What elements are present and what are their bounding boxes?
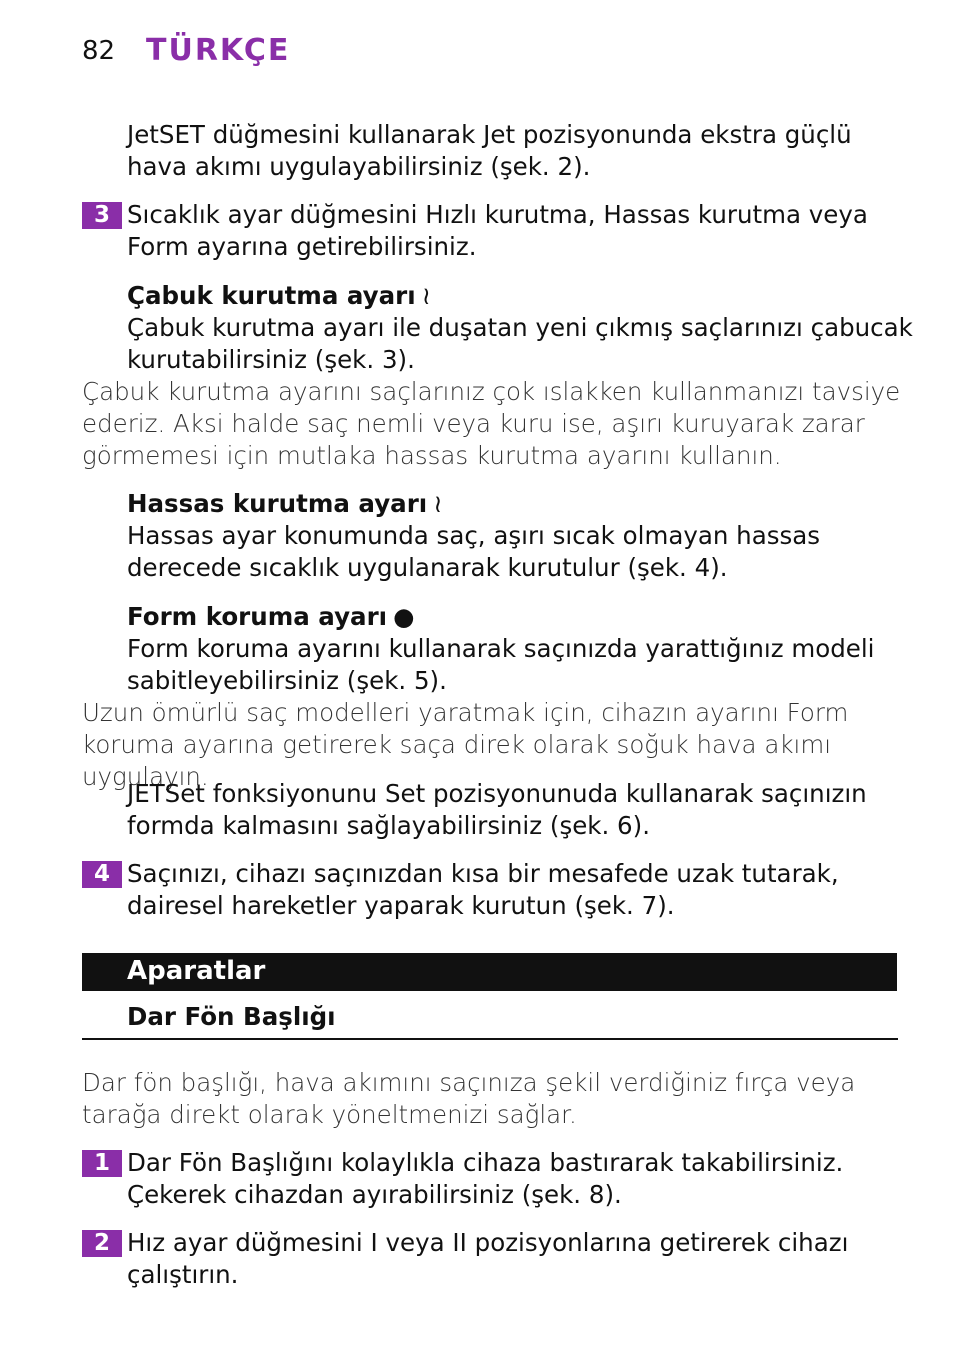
gentle-dry-title: Hassas kurutma ayarı <box>127 489 428 518</box>
language-heading: TÜRKÇE <box>146 33 291 68</box>
form-setting-text: Form koruma ayarını kullanarak saçınızda yarattığınız modeli sabitleyebilirsiniz (şek. 5). <box>127 634 875 695</box>
quick-dry-heading <box>127 280 917 312</box>
step-number-1: 1 <box>82 1150 122 1177</box>
form-setting-heading <box>127 601 917 633</box>
quick-dry-symbol-icon: ≀ <box>421 281 431 310</box>
gentle-dry-symbol-icon: ≀ <box>433 489 443 518</box>
form-setting-title: Form koruma ayarı <box>127 602 388 631</box>
step-2-text: Hız ayar düğmesini I veya II pozisyonlarına getirerek cihazı çalıştırın. <box>127 1228 849 1289</box>
section-header-bar <box>82 953 897 991</box>
step-number-3: 3 <box>82 202 122 229</box>
step-4-text: Saçınızı, cihazı saçınızdan kısa bir mesafede uzak tutarak, dairesel hareketler yaparak kurutun (şek. 7). <box>127 859 839 920</box>
gentle-dry-text: Hassas ayar konumunda saç, aşırı sıcak olmayan hassas derecede sıcaklık uygulanarak kurutulur (şek. 4). <box>127 521 821 582</box>
form-setting-symbol-icon: ● <box>393 602 415 631</box>
gentle-dry-block <box>127 488 917 584</box>
quick-dry-note: Çabuk kurutma ayarını saçlarınız çok ıslakken kullanmanızı tavsiye ederiz. Aksi halde saç nemli veya kuru ise, aşırı kuruyarak zarar görmemesi için mutlaka hassas kurutma ayarını kullanın. <box>82 377 901 470</box>
gentle-dry-heading <box>127 488 917 520</box>
jetset-intro-text: JetSET düğmesini kullanarak Jet pozisyonunda ekstra güçlü hava akımı uygulayabilirsiniz (şek. 2). <box>127 120 852 181</box>
subsection-heading: Dar Fön Başlığı <box>127 1002 336 1031</box>
page-number: 82 <box>82 36 116 66</box>
quick-dry-title: Çabuk kurutma ayarı <box>127 281 416 310</box>
step-3-text: Sıcaklık ayar düğmesini Hızlı kurutma, Hassas kurutma veya Form ayarına getirebilirsiniz. <box>127 200 868 261</box>
form-setting-block <box>127 601 917 697</box>
quick-dry-block <box>127 280 917 376</box>
quick-dry-text: Çabuk kurutma ayarı ile duşatan yeni çıkmış saçlarınızı çabucak kurutabilirsiniz (şek. 3). <box>127 313 913 374</box>
step-number-2: 2 <box>82 1230 122 1257</box>
step-number-4: 4 <box>82 861 122 888</box>
attachment-intro-text: Dar fön başlığı, hava akımını saçınıza şekil verdiğiniz fırça veya tarağa direkt olarak yöneltmenizi sağlar. <box>82 1068 856 1129</box>
jetset-set-text: JETSet fonksiyonunu Set pozisyonunuda kullanarak saçınızın formda kalmasını sağlayabilirsiniz (şek. 6). <box>127 779 867 840</box>
section-title: Aparatlar <box>127 956 266 986</box>
step-1-text: Dar Fön Başlığını kolaylıkla cihaza bastırarak takabilirsiniz. Çekerek cihazdan ayırabilirsiniz (şek. 8). <box>127 1148 844 1209</box>
form-setting-note: Uzun ömürlü saç modelleri yaratmak için, cihazın ayarını Form koruma ayarına getirerek saça direk olarak soğuk hava akımı uygulayın. <box>82 698 849 791</box>
divider-rule <box>82 1038 898 1040</box>
